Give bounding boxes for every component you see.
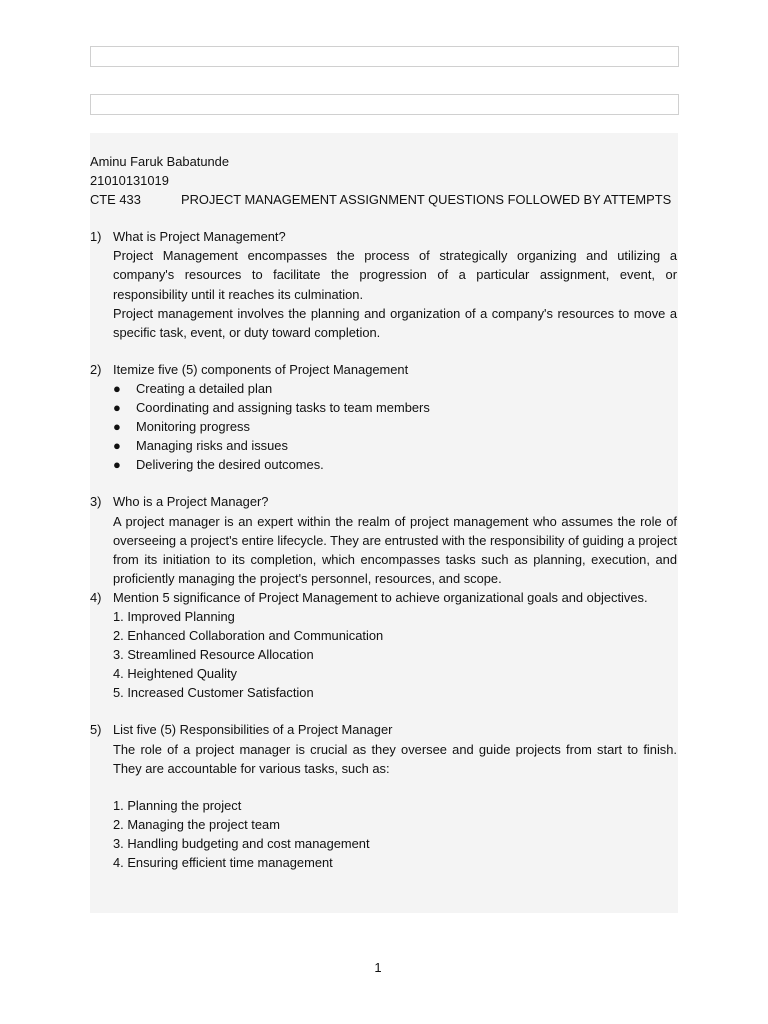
- list-item: 2. Managing the project team: [113, 816, 280, 832]
- list-item: ● Coordinating and assigning tasks to team members: [113, 398, 677, 417]
- course-line: [90, 190, 677, 209]
- document-content: [90, 133, 678, 913]
- page-number: 1: [374, 960, 382, 975]
- list-item: 5. Increased Customer Satisfaction: [113, 685, 314, 701]
- student-id: 21010131019: [90, 173, 169, 189]
- question-1-title: 1) What is Project Management?: [90, 229, 286, 245]
- course-title: PROJECT MANAGEMENT ASSIGNMENT QUESTIONS FOLLOWED BY ATTEMPTS: [181, 192, 672, 208]
- text-field-1[interactable]: [90, 46, 679, 67]
- question-5-title: 5) List five (5) Responsibilities of a Project Manager: [90, 722, 393, 738]
- list-item: ● Managing risks and issues: [113, 436, 677, 455]
- bullet-icon: ●: [113, 400, 121, 416]
- question-5-answer: The role of a project manager is crucial as they oversee and guide projects from start to finish. They are accountable for various tasks, such as:: [113, 741, 677, 776]
- bullet-icon: ●: [113, 457, 121, 473]
- bullet-icon: ●: [113, 438, 121, 454]
- bullet-icon: ●: [113, 419, 121, 435]
- question-3-title: 3) Who is a Project Manager?: [90, 494, 269, 510]
- list-item: 1. Planning the project: [113, 797, 242, 813]
- list-item: 1. Improved Planning: [113, 608, 235, 624]
- list-item: 3. Handling budgeting and cost management: [113, 835, 370, 851]
- list-item: 2. Enhanced Collaboration and Communication: [113, 628, 384, 644]
- list-item: 4. Heightened Quality: [113, 666, 237, 682]
- list-item: ● Monitoring progress: [113, 417, 677, 436]
- list-item: ● Delivering the desired outcomes.: [113, 455, 677, 474]
- author-name: Aminu Faruk Babatunde: [90, 154, 230, 169]
- question-4-title: 4) Mention 5 significance of Project Management to achieve organizational goals and objectives.: [90, 589, 648, 605]
- course-code: CTE 433: [90, 192, 141, 208]
- question-3-answer: A project manager is an expert within the realm of project management who assumes the role of overseeing a project's entire lifecycle. They are entrusted with the responsibility of guiding a project from its initiation to its completion, which encompasses tasks such as planning, execution, and proficiently managing the project's personnel, resources, and scope.: [113, 513, 677, 586]
- list-item: 3. Streamlined Resource Allocation: [113, 647, 314, 663]
- question-1-answer-p2: Project management involves the planning and organization of a company's resources to move a specific task, event, or duty toward completion.: [113, 305, 677, 340]
- question-1-answer-p1: Project Management encompasses the process of strategically organizing and utilizing a company's resources to facilitate the progression of a particular assignment, event, or responsibility until it reaches its culmination.: [113, 248, 677, 302]
- question-2-title: 2) Itemize five (5) components of Project Management: [90, 361, 409, 377]
- list-item: ● Creating a detailed plan: [113, 379, 677, 398]
- list-item: 4. Ensuring efficient time management: [113, 855, 333, 870]
- text-field-2[interactable]: [90, 94, 679, 115]
- bullet-icon: ●: [113, 380, 121, 396]
- question-2-bullet-list: [90, 379, 677, 474]
